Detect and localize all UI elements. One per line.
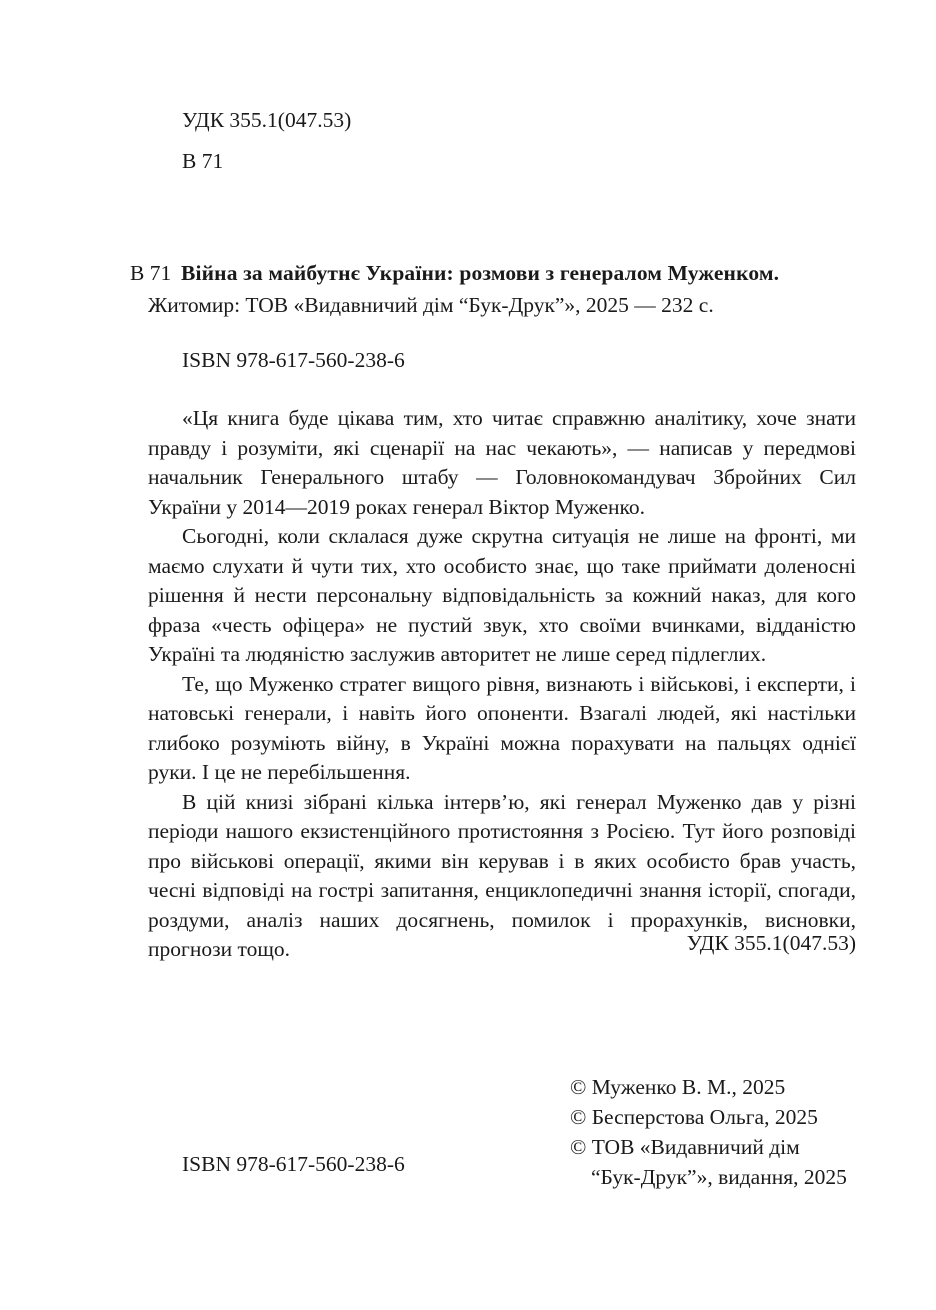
footer-isbn: ISBN 978-617-560-238-6 <box>182 1152 405 1176</box>
annotation-paragraph-1: «Ця книга буде цікава тим, хто читає справжню аналітику, хоче знати правду і розуміти, які сценарії на нас чекають», — написав у передмові начальник Генерального штабу — Головнокомандувач Збройних Сил України у 2014—2019 роках генерал Віктор Муженко. <box>148 406 856 519</box>
annotation <box>148 404 856 965</box>
copyright-author: © Муженко В. М., 2025 <box>570 1075 786 1099</box>
publication-info: Житомир: ТОВ «Видавничий дім “Бук-Друк”», 2025 — 232 с. <box>148 293 714 317</box>
annotation-paragraph-3: Те, що Муженко стратег вищого рівня, визнають і військові, і експерти, і натовські генерали, і навіть його опоненти. Взагалі людей, які настільки глибоко розуміють війну, в Україні можна порахувати на пальцях однієї руки. І це не перебільшення. <box>148 671 856 784</box>
copyright-block <box>570 1072 847 1192</box>
copyright-publisher: © ТОВ «Видавничий дім <box>570 1135 800 1159</box>
copyright-compiler: © Бесперстова Ольга, 2025 <box>570 1105 818 1129</box>
udc-footer: УДК 355.1(047.53) <box>686 931 856 955</box>
udc-code: УДК 355.1(047.53) <box>182 108 352 132</box>
book-title: Війна за майбутнє України: розмови з генералом Муженком. <box>181 261 780 285</box>
record-code: В 71 <box>130 261 172 285</box>
isbn-record: ISBN 978-617-560-238-6 <box>182 348 405 372</box>
copyright-publisher-continued: “Бук-Друк”», видання, 2025 <box>591 1165 847 1189</box>
annotation-paragraph-4: В цій книзі зібрані кілька інтерв’ю, які генерал Муженко дав у різні періоди нашого екзистенційного протистояння з Росією. Тут його розповіді про військові операції, якими він керував і в яких особисто брав участь, чесні відповіді на гострі запитання, енциклопедичні знання історії, спогади, роздуми, аналіз наших досягнень, помилок і прорахунків, висновки, прогнози тощо. <box>148 789 856 961</box>
annotation-paragraph-2: Сьогодні, коли склалася дуже скрутна ситуація не лише на фронті, ми маємо слухати й чути тих, хто особисто знає, що таке приймати доленосні рішення й нести персональну відповідальність за кожний наказ, для кого фраза «честь офіцера» не пустий звук, хто своїми вчинками, відданістю Україні та людяністю заслужив авторитет не лише серед підлеглих. <box>148 524 856 666</box>
library-code: В 71 <box>182 149 224 173</box>
